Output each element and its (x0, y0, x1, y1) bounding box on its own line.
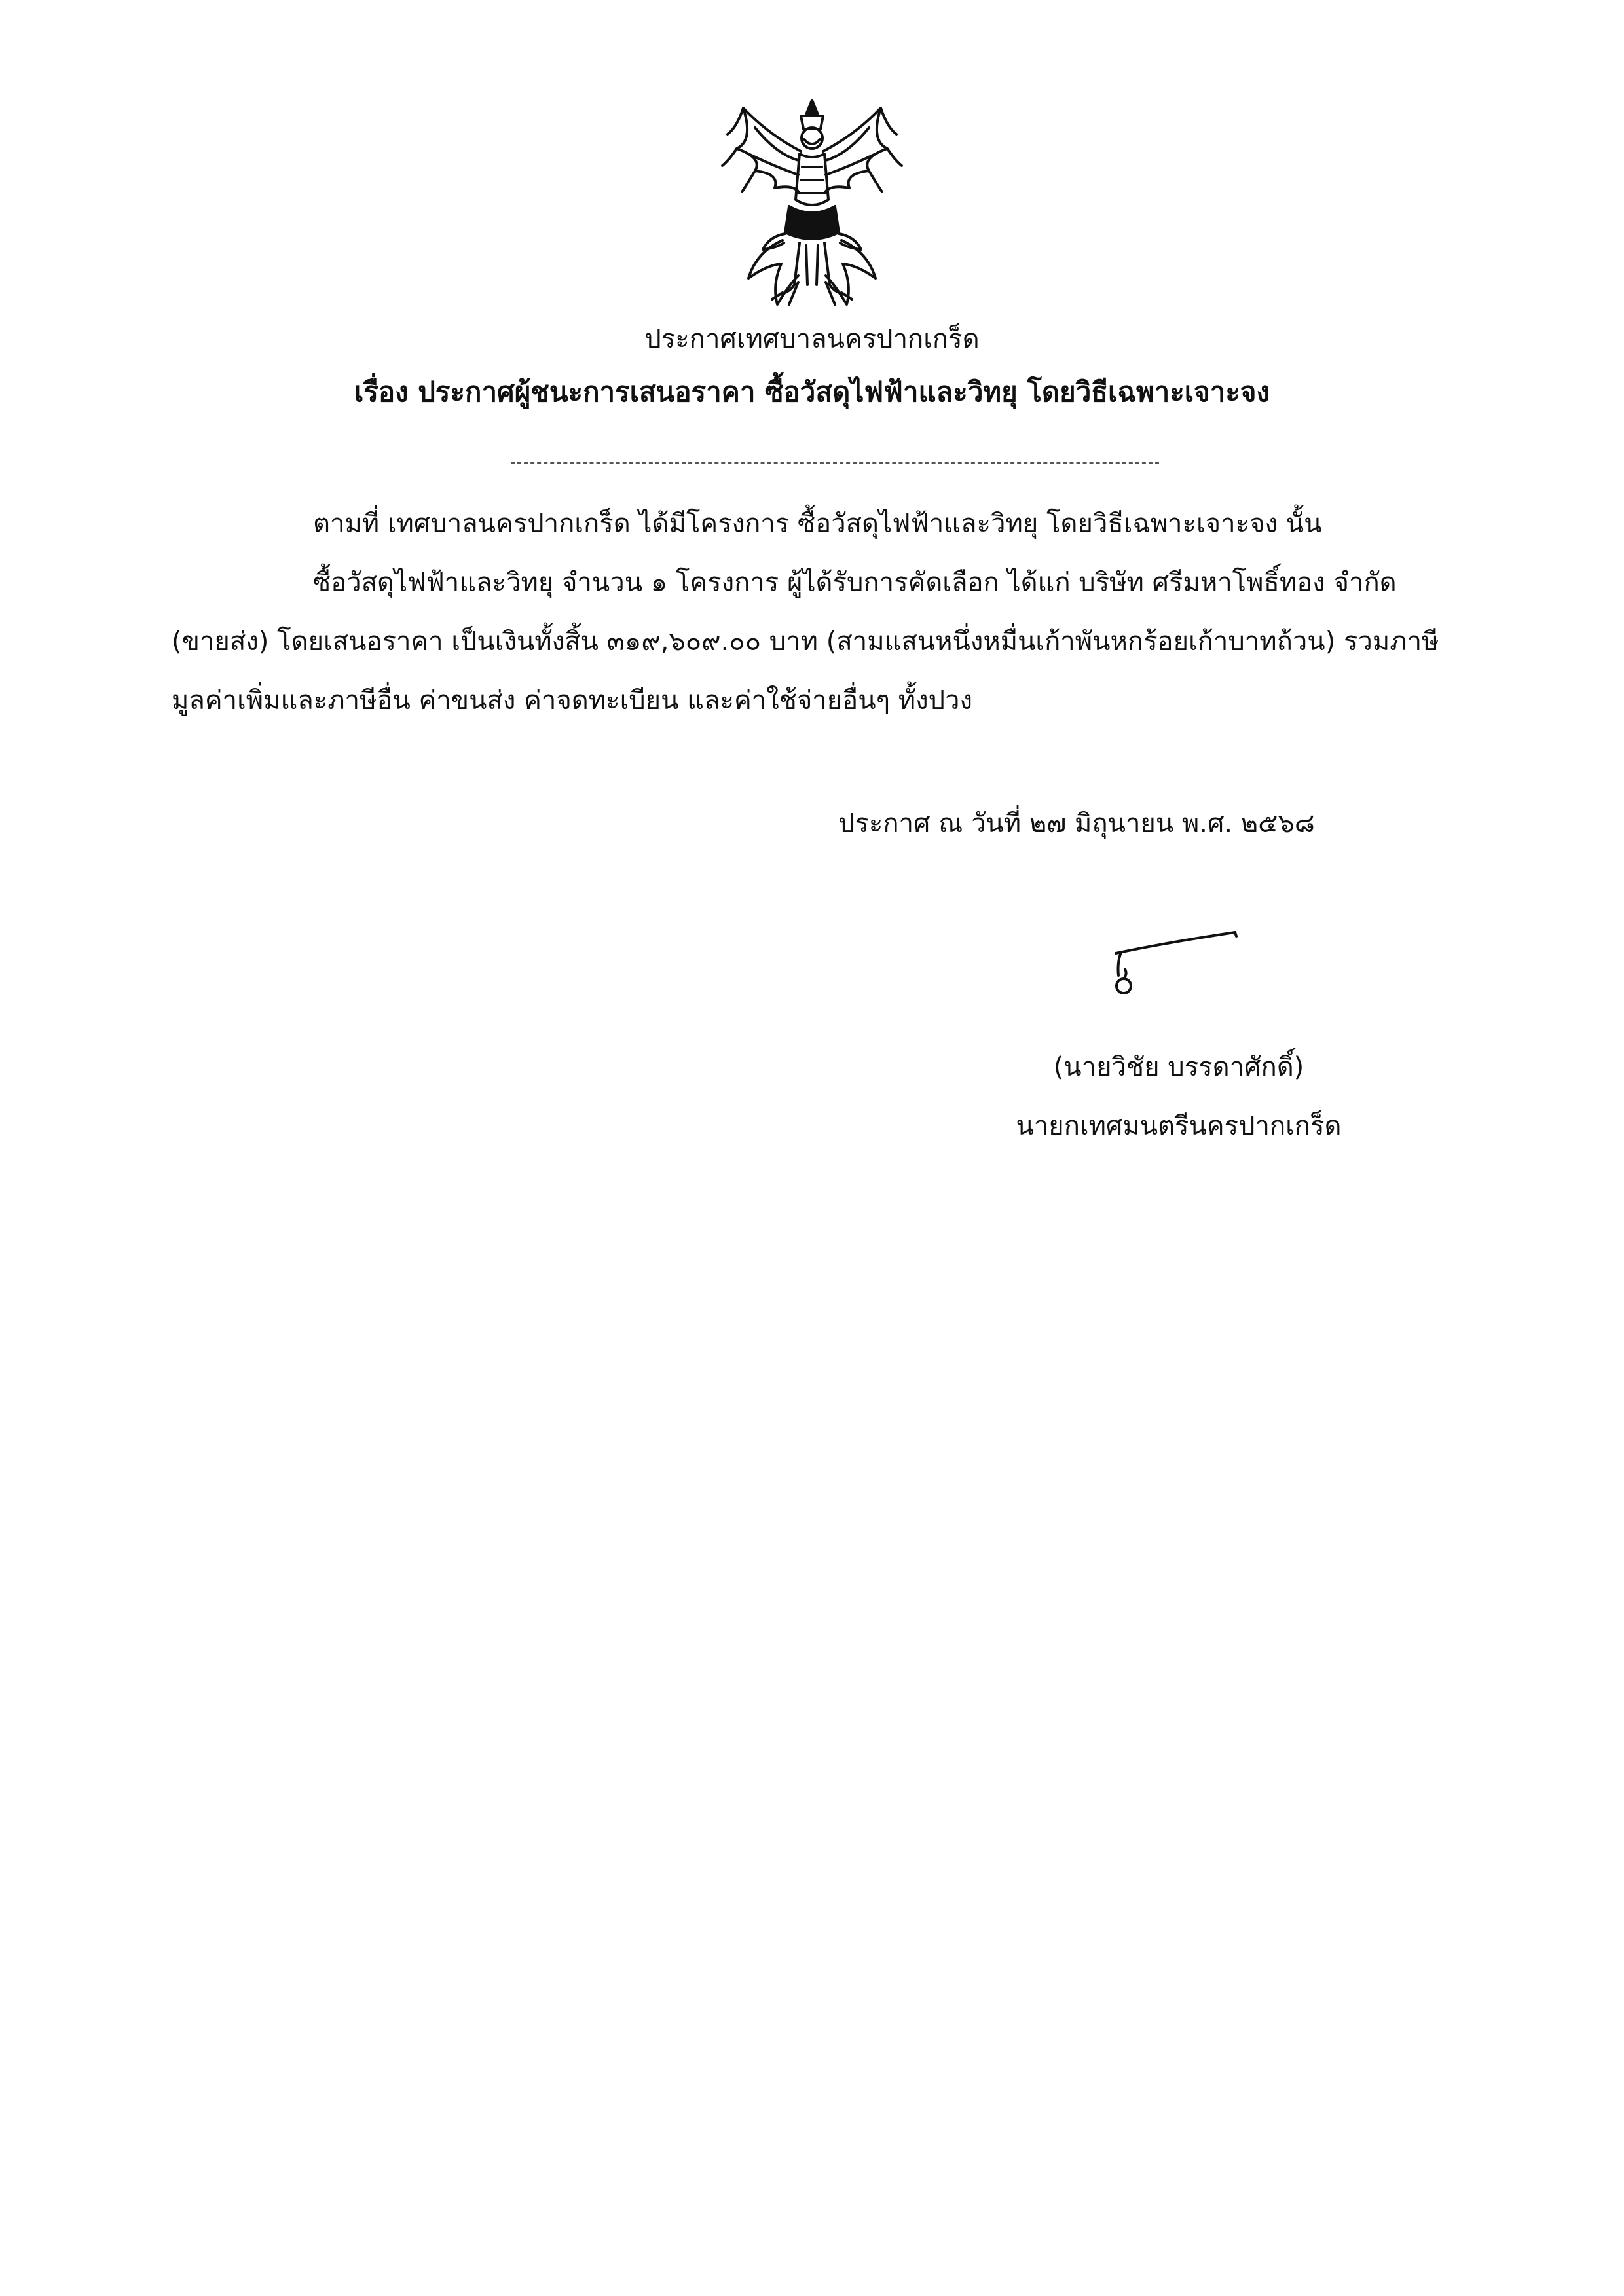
document-subject: เรื่อง ประกาศผู้ชนะการเสนอราคา ซื้อวัสดุไฟฟ้าและวิทยุ โดยวิธีเฉพาะเจาะจง (354, 376, 1270, 408)
body-paragraph-line-3: (ขายส่ง) โดยเสนอราคา เป็นเงินทั้งสิ้น ๓๑๙,๖๐๙.๐๐ บาท (สามแสนหนึ่งหมื่นเก้าพันหกร้อยเก้าบาทถ้วน) รวมภาษี (172, 627, 1439, 657)
signature-mark (1107, 923, 1244, 1002)
divider-line (511, 462, 1159, 464)
document-title: ประกาศเทศบาลนครปากเกร็ด (644, 324, 980, 354)
garuda-emblem-icon (717, 88, 907, 318)
body-paragraph-line-1: ตามที่ เทศบาลนครปากเกร็ด ได้มีโครงการ ซื้อวัสดุไฟฟ้าและวิทยุ โดยวิธีเฉพาะเจาะจง นั้น (313, 509, 1322, 539)
announcement-date: ประกาศ ณ วันที่ ๒๗ มิถุนายน พ.ศ. ๒๕๖๘ (838, 809, 1315, 839)
body-paragraph-line-2: ซื้อวัสดุไฟฟ้าและวิทยุ จำนวน ๑ โครงการ ผู้ได้รับการคัดเลือก ได้แก่ บริษัท ศรีมหาโพธิ์ทอง จำกัด (313, 568, 1397, 598)
body-paragraph-line-4: มูลค่าเพิ่มและภาษีอื่น ค่าขนส่ง ค่าจดทะเบียน และค่าใช้จ่ายอื่นๆ ทั้งปวง (172, 685, 973, 716)
signatory-position: นายกเทศมนตรีนครปากเกร็ด (1016, 1111, 1342, 1141)
signatory-name: (นายวิชัย บรรดาศักดิ์) (1053, 1052, 1304, 1082)
